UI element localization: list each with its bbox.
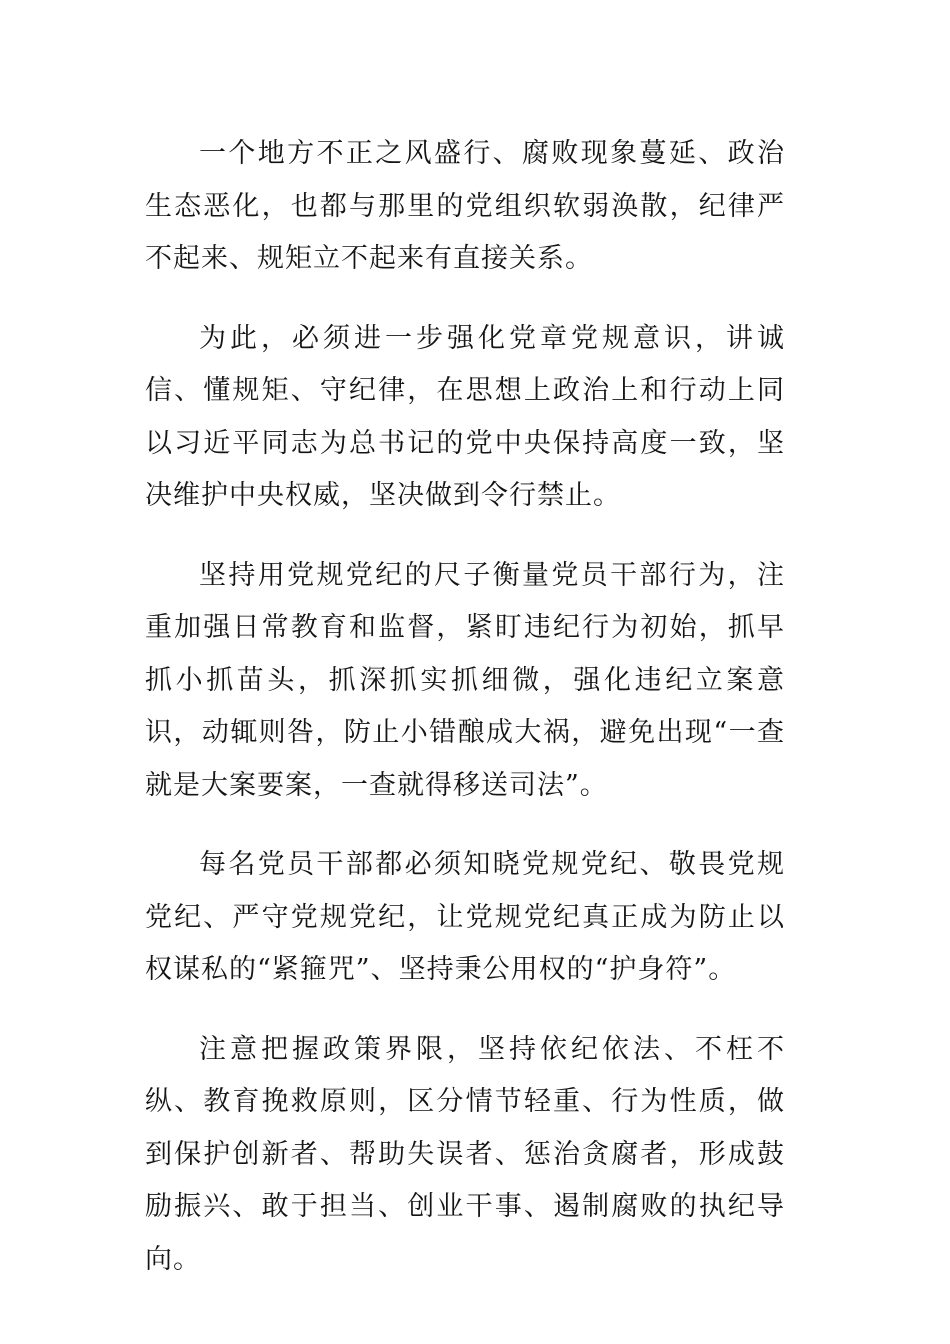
paragraph-2: 为此，必须进一步强化党章党规意识，讲诚信、懂规矩、守纪律，在思想上政治上和行动上同以习近平同志为总书记的党中央保持高度一致，坚决维护中央权威，坚决做到令行禁止。 [145,322,785,511]
paragraph-1: 一个地方不正之风盛行、腐败现象蔓延、政治生态恶化，也都与那里的党组织软弱涣散，纪律严不起来、规矩立不起来有直接关系。 [145,138,785,274]
paragraph-4: 每名党员干部都必须知晓党规党纪、敬畏党规党纪、严守党规党纪，让党规党纪真正成为防止以权谋私的“紧箍咒”、坚持秉公用权的“护身符”。 [145,849,785,985]
document-body [145,128,785,1313]
paragraph-3: 坚持用党规党纪的尺子衡量党员干部行为，注重加强日常教育和监督，紧盯违纪行为初始，抓早抓小抓苗头，抓深抓实抓细微，强化违纪立案意识，动辄则咎，防止小错酿成大祸，避免出现“一查就是大案要案，一查就得移送司法”。 [145,559,785,801]
paragraph-5: 注意把握政策界限，坚持依纪依法、不枉不纵、教育挽救原则，区分情节轻重、行为性质，做到保护创新者、帮助失误者、惩治贪腐者，形成鼓励振兴、敢于担当、创业干事、遏制腐败的执纪导向。 [145,1033,785,1275]
